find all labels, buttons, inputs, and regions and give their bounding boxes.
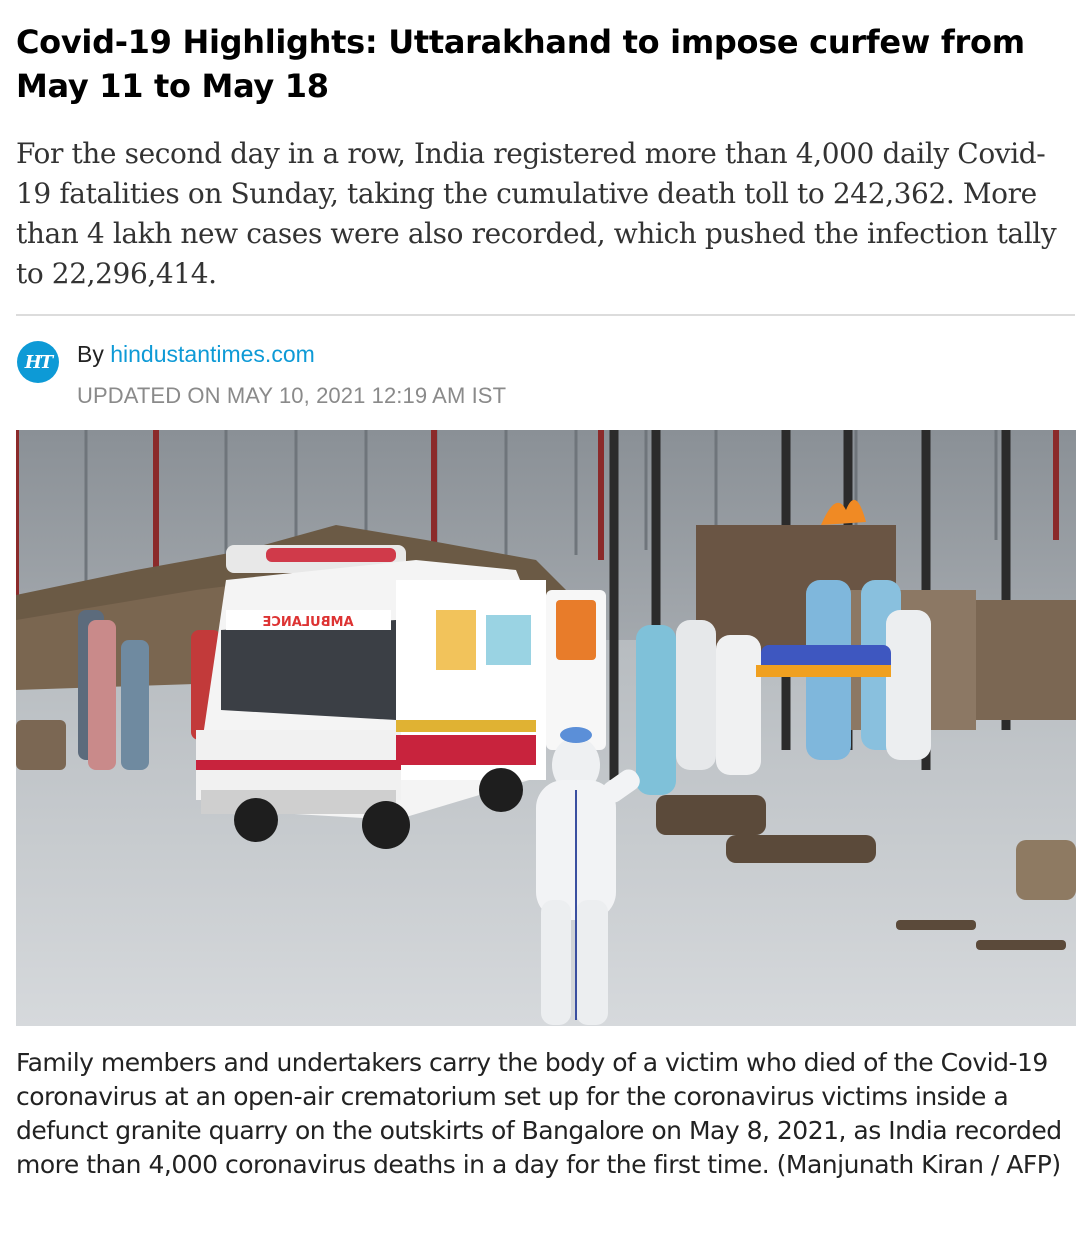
byline [77,340,315,368]
article-headline: Covid-19 Highlights: Uttarakhand to impose curfew from May 11 to May 18 [16,23,1025,105]
ambulance-label: AMBULANCE [262,615,354,630]
ht-logo-text: HT [24,351,52,373]
byline-prefix: By [77,341,104,367]
article-photo[interactable] [16,430,1076,1026]
byline-source-link[interactable]: hindustantimes.com [110,341,315,367]
updated-timestamp: UPDATED ON MAY 10, 2021 12:19 AM IST [77,383,507,408]
article-summary: For the second day in a row, India registered more than 4,000 daily Covid-19 fatalities on Sunday, taking the cumulative death toll to 242,362. More than 4 lakh new cases were also recorded, which pushed the infection tally to 22,296,414. [16,137,1057,290]
ht-logo-icon[interactable] [17,341,59,383]
crematorium-photo-image [16,430,1076,1026]
photo-caption: Family members and undertakers carry the body of a victim who died of the Covid-19 coronavirus at an open-air crematorium set up for the coronavirus victims inside a defunct granite quarry on the outskirts of Bangalore on May 8, 2021, as India recorded more than 4,000 coronavirus deaths in a day for the first time. (Manjunath Kiran / AFP) [16,1048,1062,1179]
divider [16,314,1075,316]
